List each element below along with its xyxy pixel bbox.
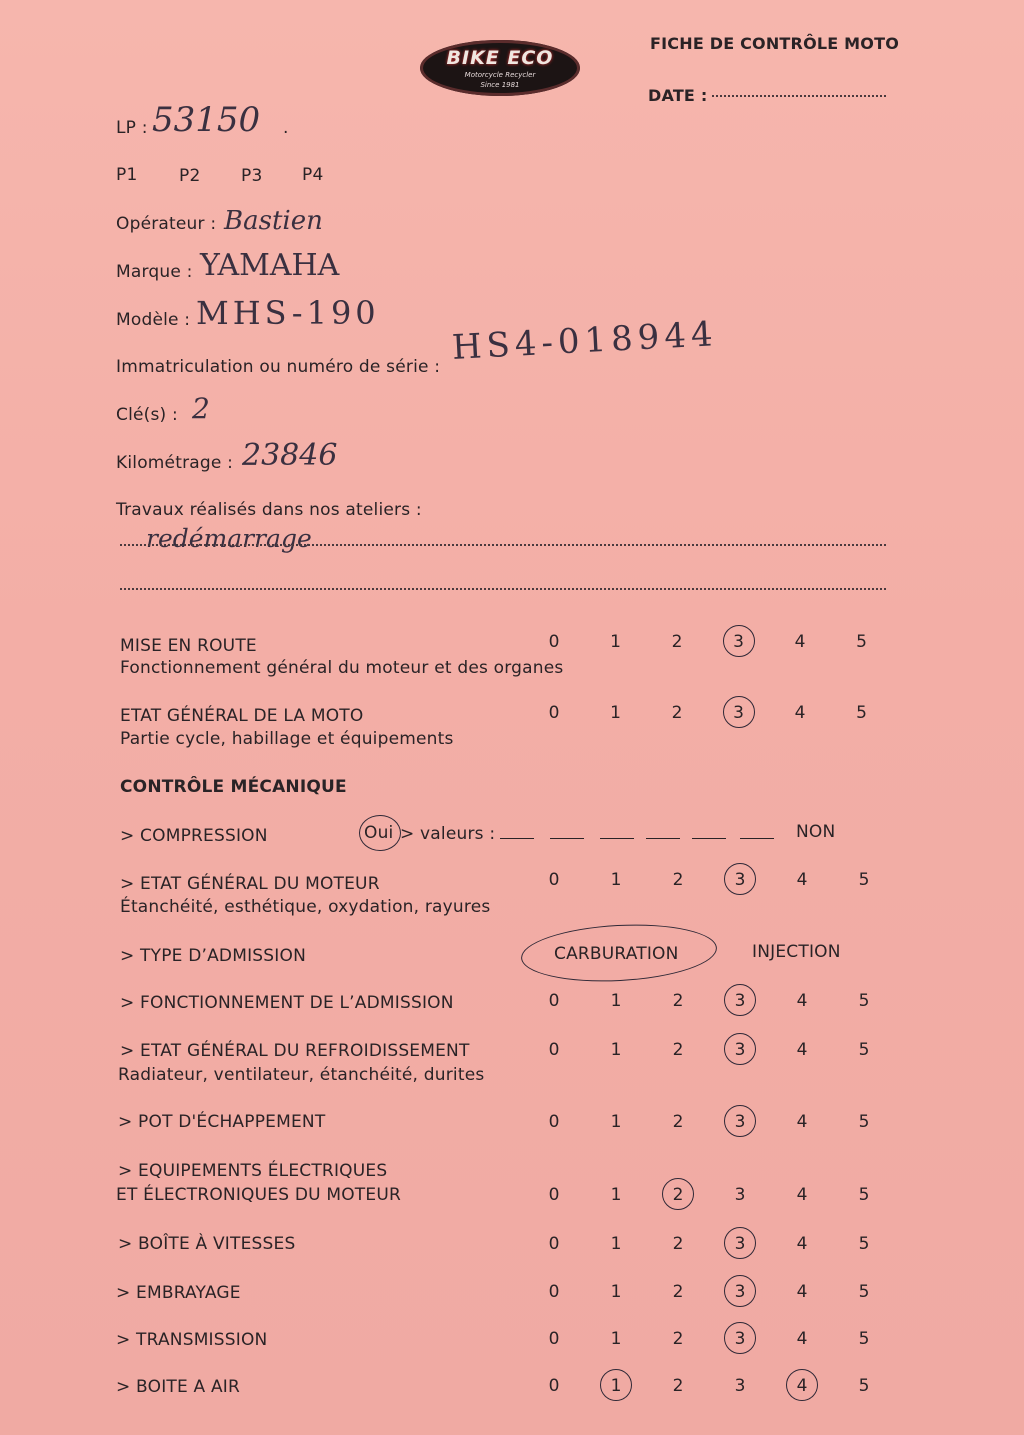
date-field[interactable]	[712, 95, 886, 97]
engine-score-4[interactable]: 4	[796, 870, 808, 890]
exhaust-score-4[interactable]: 4	[796, 1112, 808, 1132]
airbox-score-0[interactable]: 0	[548, 1376, 560, 1396]
transmission-score-3[interactable]: 3	[734, 1329, 746, 1349]
operator-label: Opérateur :	[116, 214, 217, 234]
intake-function-score-2[interactable]: 2	[672, 991, 684, 1011]
electrical-score-5[interactable]: 5	[858, 1185, 870, 1205]
gearbox-score-5[interactable]: 5	[858, 1234, 870, 1254]
serial-value[interactable]: HS4-018944	[450, 314, 719, 368]
exhaust-selected-circle	[724, 1105, 756, 1137]
electrical-score-0[interactable]: 0	[548, 1185, 560, 1205]
cooling-subtitle: Radiateur, ventilateur, étanchéité, durites	[118, 1065, 485, 1085]
electrical-score-3[interactable]: 3	[734, 1185, 746, 1205]
electrical-subtitle: ET ÉLECTRONIQUES DU MOTEUR	[116, 1185, 401, 1205]
keys-value[interactable]: 2	[192, 392, 210, 425]
transmission-selected-circle	[724, 1322, 756, 1354]
lp-value[interactable]: 53150	[152, 100, 261, 140]
engine-score-3[interactable]: 3	[734, 870, 746, 890]
logo-name: BIKE ECO	[446, 47, 554, 69]
bike-state-score-5[interactable]: 5	[856, 703, 867, 723]
bike-state-score-4[interactable]: 4	[794, 703, 806, 723]
startup-selected-circle	[723, 625, 755, 657]
works-line-1[interactable]	[120, 544, 886, 546]
airbox-score-1[interactable]: 1	[610, 1376, 622, 1396]
intake-function-score-5[interactable]: 5	[858, 991, 870, 1011]
bike-state-score-2[interactable]: 2	[671, 703, 683, 723]
airbox-score-2[interactable]: 2	[672, 1376, 684, 1396]
cooling-score-0[interactable]: 0	[548, 1040, 560, 1060]
intake-function-score-3[interactable]: 3	[734, 991, 746, 1011]
bike-state-subtitle: Partie cycle, habillage et équipements	[120, 729, 454, 749]
logo-since: Since 1981	[480, 81, 520, 89]
position-p2[interactable]: P2	[179, 166, 201, 186]
intake-function-title: > FONCTIONNEMENT DE L’ADMISSION	[120, 993, 454, 1013]
transmission-title: > TRANSMISSION	[116, 1330, 268, 1350]
compression-value-1[interactable]	[500, 838, 534, 839]
clutch-score-2[interactable]: 2	[672, 1282, 684, 1302]
airbox-score-5[interactable]: 5	[858, 1376, 870, 1396]
airbox-score-3[interactable]: 3	[734, 1376, 746, 1396]
cooling-score-5[interactable]: 5	[858, 1040, 870, 1060]
bike-state-score-0[interactable]: 0	[548, 703, 560, 723]
gearbox-title: > BOÎTE À VITESSES	[118, 1234, 296, 1254]
exhaust-title: > POT D'ÉCHAPPEMENT	[118, 1112, 326, 1132]
transmission-score-5[interactable]: 5	[858, 1329, 870, 1349]
operator-value[interactable]: Bastien	[224, 206, 323, 236]
engine-title: > ETAT GÉNÉRAL DU MOTEUR	[120, 874, 380, 894]
startup-subtitle: Fonctionnement général du moteur et des organes	[120, 658, 564, 678]
bike-state-title: ETAT GÉNÉRAL DE LA MOTO	[120, 706, 364, 726]
airbox-selected-circle	[786, 1369, 818, 1401]
intake-function-selected-circle	[724, 984, 756, 1016]
gearbox-score-0[interactable]: 0	[548, 1234, 560, 1254]
exhaust-score-5[interactable]: 5	[858, 1112, 870, 1132]
compression-yes[interactable]: Oui	[364, 823, 394, 843]
startup-score-4[interactable]: 4	[794, 632, 806, 652]
clutch-score-1[interactable]: 1	[610, 1282, 622, 1302]
engine-subtitle: Étanchéité, esthétique, oxydation, rayures	[120, 897, 491, 917]
intake-type-label: > TYPE D’ADMISSION	[120, 946, 307, 966]
startup-score-0[interactable]: 0	[548, 632, 560, 652]
transmission-score-0[interactable]: 0	[548, 1329, 560, 1349]
engine-selected-circle	[724, 863, 756, 895]
date-label: DATE :	[648, 86, 708, 105]
works-line-2[interactable]	[120, 588, 886, 590]
serial-label: Immatriculation ou numéro de série :	[116, 357, 441, 377]
clutch-selected-circle	[724, 1275, 756, 1307]
electrical-score-4[interactable]: 4	[796, 1185, 808, 1205]
bike-state-score-1[interactable]: 1	[610, 703, 621, 723]
startup-score-2[interactable]: 2	[671, 632, 683, 652]
compression-value-5[interactable]	[692, 838, 726, 839]
clutch-score-4[interactable]: 4	[796, 1282, 808, 1302]
electrical-score-1[interactable]: 1	[610, 1185, 622, 1205]
exhaust-score-0[interactable]: 0	[548, 1112, 560, 1132]
clutch-score-5[interactable]: 5	[858, 1282, 870, 1302]
transmission-score-1[interactable]: 1	[610, 1329, 622, 1349]
exhaust-score-1[interactable]: 1	[610, 1112, 622, 1132]
transmission-score-2[interactable]: 2	[672, 1329, 684, 1349]
compression-value-3[interactable]	[600, 838, 634, 839]
cooling-score-2[interactable]: 2	[672, 1040, 684, 1060]
cooling-score-3[interactable]: 3	[734, 1040, 746, 1060]
compression-value-2[interactable]	[550, 838, 584, 839]
clutch-title: > EMBRAYAGE	[116, 1283, 241, 1303]
cooling-selected-circle	[724, 1033, 756, 1065]
intake-option-injection[interactable]: INJECTION	[752, 942, 841, 962]
compression-no[interactable]: NON	[796, 822, 836, 842]
lp-dot: .	[283, 118, 289, 138]
intake-function-score-0[interactable]: 0	[548, 991, 560, 1011]
gearbox-score-3[interactable]: 3	[734, 1234, 746, 1254]
mileage-value[interactable]: 23846	[242, 438, 338, 473]
startup-score-5[interactable]: 5	[856, 632, 867, 652]
position-p3[interactable]: P3	[241, 166, 263, 186]
airbox-title: > BOITE A AIR	[116, 1377, 241, 1397]
sheet-title: FICHE DE CONTRÔLE MOTO	[650, 34, 900, 53]
engine-score-1[interactable]: 1	[610, 870, 622, 890]
airbox-score-4[interactable]: 4	[796, 1376, 808, 1396]
logo-subtitle: Motorcycle Recycler	[464, 71, 536, 79]
exhaust-score-3[interactable]: 3	[734, 1112, 746, 1132]
compression-values-label: > valeurs :	[400, 824, 496, 844]
intake-carburation-circle	[520, 920, 719, 986]
bike-eco-logo	[420, 40, 580, 96]
compression-value-4[interactable]	[646, 838, 680, 839]
brand-value[interactable]: YAMAHA	[200, 248, 340, 283]
mechanical-heading: CONTRÔLE MÉCANIQUE	[120, 777, 347, 797]
works-value[interactable]: redémarrage	[146, 524, 312, 553]
cooling-score-4[interactable]: 4	[796, 1040, 808, 1060]
electrical-score-2[interactable]: 2	[672, 1185, 684, 1205]
electrical-title: > EQUIPEMENTS ÉLECTRIQUES	[118, 1161, 388, 1181]
gearbox-score-4[interactable]: 4	[796, 1234, 808, 1254]
intake-function-score-1[interactable]: 1	[610, 991, 622, 1011]
engine-score-5[interactable]: 5	[858, 870, 870, 890]
model-value[interactable]: MHS-190	[196, 294, 380, 332]
compression-value-6[interactable]	[740, 838, 774, 839]
compression-yes-circle	[359, 815, 401, 851]
compression-label: > COMPRESSION	[120, 826, 268, 846]
bike-state-score-3[interactable]: 3	[733, 703, 744, 723]
gearbox-score-2[interactable]: 2	[672, 1234, 684, 1254]
intake-option-carburation[interactable]: CARBURATION	[554, 944, 679, 964]
cooling-title: > ETAT GÉNÉRAL DU REFROIDISSEMENT	[120, 1041, 470, 1061]
clutch-score-0[interactable]: 0	[548, 1282, 560, 1302]
model-label: Modèle :	[116, 310, 191, 330]
keys-label: Clé(s) :	[116, 405, 178, 425]
intake-function-score-4[interactable]: 4	[796, 991, 808, 1011]
engine-score-2[interactable]: 2	[672, 870, 684, 890]
electrical-selected-circle	[662, 1178, 694, 1210]
cooling-score-1[interactable]: 1	[610, 1040, 622, 1060]
gearbox-selected-circle	[724, 1227, 756, 1259]
gearbox-score-1[interactable]: 1	[610, 1234, 622, 1254]
mileage-label: Kilométrage :	[116, 453, 234, 473]
clutch-score-3[interactable]: 3	[734, 1282, 746, 1302]
exhaust-score-2[interactable]: 2	[672, 1112, 684, 1132]
engine-score-0[interactable]: 0	[548, 870, 560, 890]
position-p1[interactable]: P1	[116, 165, 138, 185]
airbox-selected-circle	[600, 1369, 632, 1401]
startup-title: MISE EN ROUTE	[120, 636, 257, 656]
transmission-score-4[interactable]: 4	[796, 1329, 808, 1349]
works-label: Travaux réalisés dans nos ateliers :	[116, 500, 422, 520]
bike-state-selected-circle	[723, 696, 755, 728]
startup-score-1[interactable]: 1	[610, 632, 621, 652]
brand-label: Marque :	[116, 262, 193, 282]
startup-score-3[interactable]: 3	[733, 632, 744, 652]
position-p4[interactable]: P4	[302, 165, 324, 185]
lp-label: LP :	[116, 118, 148, 138]
